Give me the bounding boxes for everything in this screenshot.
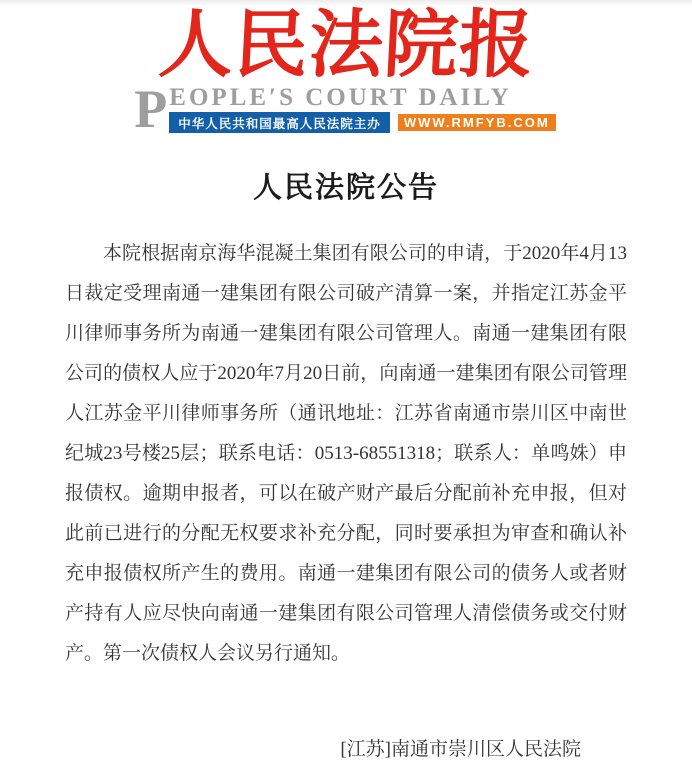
- masthead-subtitle-block: [0, 79, 692, 139]
- announcement-content: [0, 165, 692, 761]
- english-title-dropcap: P: [134, 79, 168, 139]
- sponsor-banner: 中华人民共和国最高人民法院主办: [169, 112, 390, 133]
- masthead-subtitle-column: [169, 86, 557, 133]
- newspaper-masthead: [0, 0, 692, 139]
- masthead-banner-row: [169, 112, 557, 133]
- announcement-body-text: 本院根据南京海华混凝土集团有限公司的申请，于2020年4月13日裁定受理南通一建集团有限公司破产清算一案，并指定江苏金平川律师事务所为南通一建集团有限公司管理人。南通一建集团有限公司的债权人应于2020年7月20日前，向南通一建集团有限公司管理人江苏金平川律师事务所（通讯地址：江苏省南通市崇川区中南世纪城23号楼25层；联系电话：0513-68551318；联系人：单鸣姝）申报债权。逾期申报者，可以在破产财产最后分配前补充申报，但对此前已进行的分配无权要求补充分配，同时要承担为审查和确认补充申报债权所产生的费用。南通一建集团有限公司的债务人或者财产持有人应尽快向南通一建集团有限公司管理人清偿债务或交付财产。第一次债权人会议另行通知。: [65, 243, 627, 664]
- court-signature: [江苏]南通市崇川区人民法院: [340, 739, 581, 760]
- announcement-title: 人民法院公告: [252, 172, 439, 204]
- english-title: EOPLE′S COURT DAILY: [169, 84, 512, 111]
- newspaper-logo-calligraphy: 人民法院报: [156, 5, 536, 87]
- website-banner: WWW.RMFYB.COM: [396, 112, 558, 133]
